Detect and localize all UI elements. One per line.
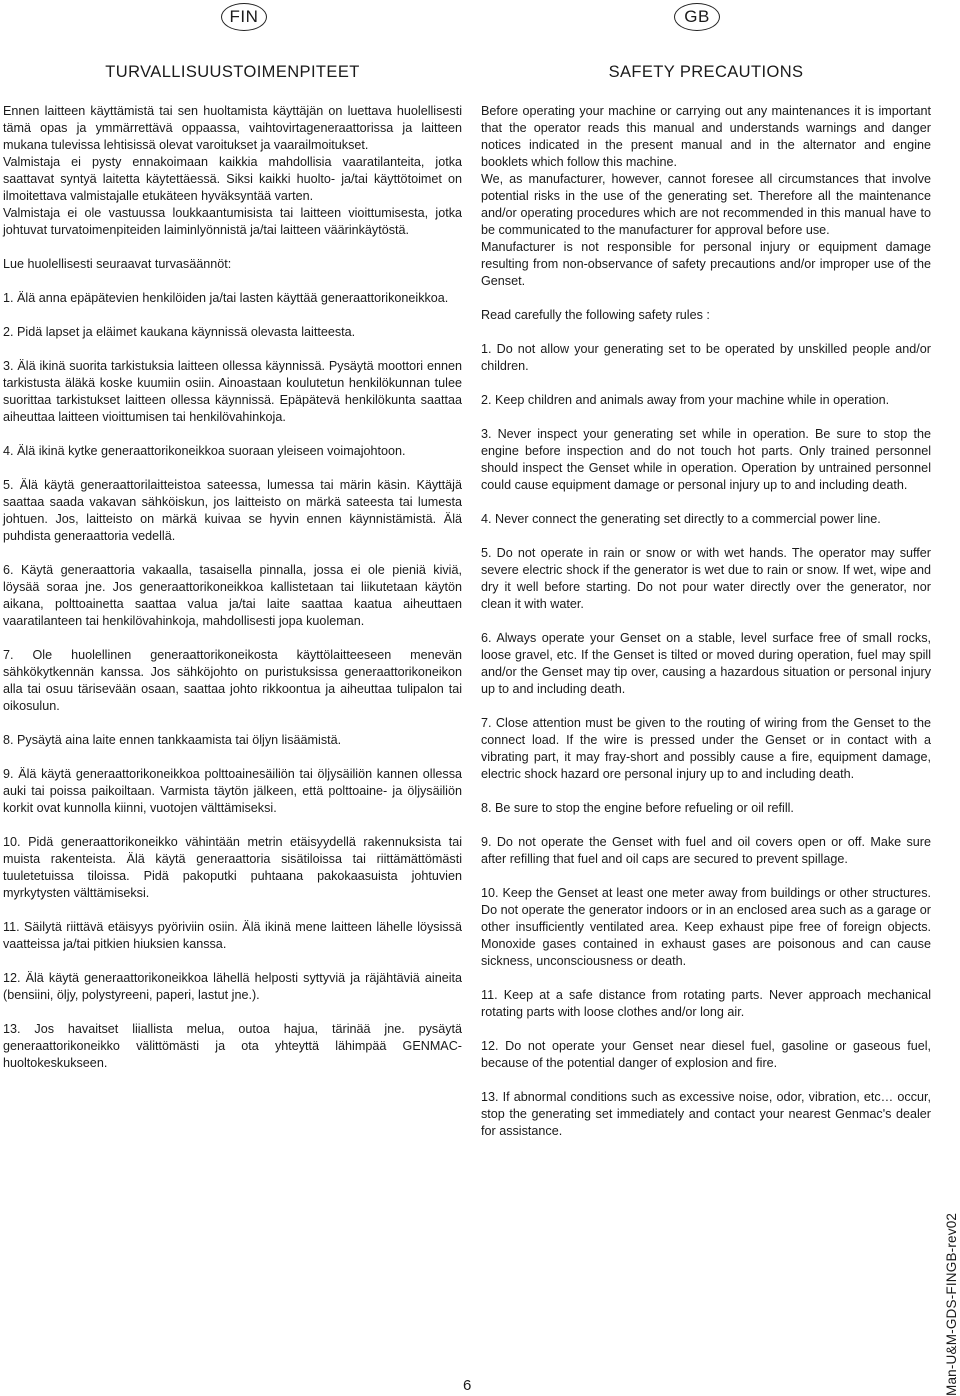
safety-rule: 8. Be sure to stop the engine before refueling or oil refill.	[481, 801, 794, 815]
safety-rule: 4. Never connect the generating set directly to a commercial power line.	[481, 512, 881, 526]
safety-rule: 7. Ole huolellinen generaattorikoneikosta käyttölaitteeseen menevän sähkökytkennän kanssa. Jos sähköjohto on puristuksissa generaattorikoneikon alla tai osuu tärisevään osaan, saattaa johto rikkoontua ja aiheuttaa tulipalon tai oikosulun.	[3, 648, 462, 713]
safety-rule: 9. Älä käytä generaattorikoneikkoa polttoainesäiliön tai öljysäiliön kannen ollessa auki tai poissa paikoiltaan. Varmista täytön jälkeen, että polttoaine- ja öljysäiliön korkit ovat kunnolla kiinni, vuotojen välttämiseksi.	[3, 767, 462, 815]
page-number: 6	[463, 1377, 472, 1394]
intro-paragraph: Valmistaja ei pysty ennakoimaan kaikkia mahdollisia vaaratilanteita, jotka saattavat syntyä laitetta käytettäessä. Siksi kaikki huolto- ja/tai käyttötoimet on ilmoitettava valmistajalle etukäteen hyväksyntää varten.	[3, 155, 462, 203]
intro-paragraph: Manufacturer is not responsible for personal injury or equipment damage resulting from non-observance of safety precautions and/or improper use of the Genset.	[481, 240, 931, 288]
safety-rule: 13. Jos havaitset liiallista melua, outoa hajua, tärinää jne. pysäytä generaattorikoneikko välittömästi ja ota yhteyttä lähimpää GENMAC-huoltokeskukseen.	[3, 1022, 462, 1070]
safety-rule: 1. Älä anna epäpätevien henkilöiden ja/tai lasten käyttää generaattorikoneikkoa.	[3, 291, 449, 305]
safety-rule: 5. Do not operate in rain or snow or with wet hands. The operator may suffer severe electric shock if the generator is wet due to rain or snow. If wet, wipe and dry it well before starting. Do not pour water directly over the generator, nor clean it with water.	[481, 546, 931, 611]
safety-rule: 4. Älä ikinä kytke generaattorikoneikkoa suoraan yleiseen voimajohtoon.	[3, 444, 406, 458]
intro-paragraph: We, as manufacturer, however, cannot foresee all circumstances that involve potential risks in the use of the generating set. Therefore all the maintenance and/or operating procedures which are not recommended in this manual have to be communicated to the manufacturer for approval before use.	[481, 172, 931, 237]
safety-rule: 5. Älä käytä generaattorilaitteistoa sateessa, lumessa tai märin käsin. Käyttäjä saattaa saada vakavan sähköiskun, jos laitteisto on märkä sateesta tai lumesta johtuen. Jos, laitteisto on märkä kuivaa se hyvin ennen käynnistämistä. Älä puhdista generaattoria vedellä.	[3, 478, 462, 543]
safety-rule: 11. Säilytä riittävä etäisyys pyöriviin osiin. Älä ikinä mene laitteen lähelle löysissä vaatteissa ja/tai pitkien hiuksien kanssa.	[3, 920, 462, 951]
rules-lead: Lue huolellisesti seuraavat turvasäännöt:	[3, 257, 232, 271]
rules-lead: Read carefully the following safety rules :	[481, 308, 710, 322]
body-text-en	[481, 103, 931, 1157]
safety-rule: 8. Pysäytä aina laite ennen tankkaamista tai öljyn lisäämistä.	[3, 733, 342, 747]
section-title-fi: TURVALLISUUSTOIMENPITEET	[105, 63, 360, 81]
safety-rule: 2. Keep children and animals away from your machine while in operation.	[481, 393, 890, 407]
safety-rule: 12. Do not operate your Genset near diesel fuel, gasoline or gaseous fuel, because of the potential danger of explosion and fire.	[481, 1039, 931, 1070]
safety-rule: 1. Do not allow your generating set to be operated by unskilled people and/or children.	[481, 342, 931, 373]
safety-rule: 12. Älä käytä generaattorikoneikkoa lähellä helposti syttyviä ja räjähtäviä aineita (bensiini, öljy, polystyreeni, paperi, lastut jne.).	[3, 971, 462, 1002]
safety-rule: 7. Close attention must be given to the routing of wiring from the Genset to the connect load. If the wire is pressed under the Genset or in contact with a vibrating part, it may fray-short and possibly cause a fire, equipment damage, electric shock hazard ore personal injury up to and including death.	[481, 716, 931, 781]
document-code: Man-U&M-GDS-FINGB-rev02	[944, 1212, 959, 1396]
safety-rule: 6. Käytä generaattoria vakaalla, tasaisella pinnalla, jossa ei ole pieniä kiviä, löysää soraa jne. Jos generaattorikoneikkoa kallistetaan tai liikutetaan käytön aikana, polttoainetta saattaa valua ja/tai laite saattaa kaatua aiheuttaen vaaratilanteen tai henkilövahinkoja, mahdollisesti jopa kuoleman.	[3, 563, 462, 628]
safety-rule: 2. Pidä lapset ja eläimet kaukana käynnissä olevasta laitteesta.	[3, 325, 356, 339]
intro-paragraph: Before operating your machine or carrying out any maintenances it is important that the operator reads this manual and understands warnings and danger notices indicated in the present manual and in the alternator and engine booklets which follow this machine.	[481, 104, 931, 169]
safety-rule: 3. Älä ikinä suorita tarkistuksia laitteen ollessa käynnissä. Pysäytä moottori ennen tarkistusta äläkä koske kuumiin osiin. Ainoastaan koulutetun henkilökunnan tulee suorittaa tarkistukset laitteen ollessa käynnissä. Epäpätevä henkilökunta saattaa aiheuttaa laitteen vioittumisen tai henkilövahinkoja.	[3, 359, 462, 424]
language-badge-gb: GB	[674, 3, 720, 31]
safety-rule: 10. Pidä generaattorikoneikko vähintään metrin etäisyydellä rakennuksista tai muista rakenteista. Älä käytä generaattoria sisätiloissa tai riittämättömästi tuuletetuissa tiloissa. Pidä pakoputki puhtaana pakokaasuista johtuvien myrkytysten välttämiseksi.	[3, 835, 462, 900]
safety-rule: 11. Keep at a safe distance from rotating parts. Never approach mechanical rotating parts with loose clothes and/or long air.	[481, 988, 931, 1019]
safety-rule: 9. Do not operate the Genset with fuel and oil covers open or off. Make sure after refilling that fuel and oil caps are secured to prevent spillage.	[481, 835, 931, 866]
safety-rule: 3. Never inspect your generating set while in operation. Be sure to stop the engine before inspection and do not touch hot parts. Only trained personnel should inspect the Genset while in operation. Operation by untrained personnel could cause equipment damage or personal injury up to and including death.	[481, 427, 931, 492]
safety-rule: 10. Keep the Genset at least one meter away from buildings or other structures. Do not operate the generator indoors or in an enclosed area such as a garage or other insufficiently ventilated area. Keep exhaust pipe free of foreign objects. Monoxide gases contained in exhaust gases are poisonous and can cause sickness, unconsciousness or death.	[481, 886, 931, 968]
language-badge-fin: FIN	[221, 3, 267, 31]
section-title-en: SAFETY PRECAUTIONS	[608, 63, 804, 81]
intro-paragraph: Ennen laitteen käyttämistä tai sen huoltamista käyttäjän on luettava huolellisesti tämä opas ja ymmärrettävä oppaassa, vaihtovirtageneraattorissa ja laitteen mukana tulevissa lehtisissä olevat varoitukset ja vaarailmoitukset.	[3, 104, 462, 152]
body-text-fi	[3, 103, 462, 1089]
intro-paragraph: Valmistaja ei ole vastuussa loukkaantumisista tai laitteen vioittumisesta, jotka johtuvat turvatoimenpiteiden laiminlyönnistä ja/tai laitteen väärinkäytöstä.	[3, 206, 462, 237]
safety-rule: 6. Always operate your Genset on a stable, level surface free of small rocks, loose gravel, etc. If the Genset is tilted or moved during operation, fuel may spill and/or the Genset may tip over, causing a hazardous situation or personal injury up to and including death.	[481, 631, 931, 696]
safety-rule: 13. If abnormal conditions such as excessive noise, odor, vibration, etc… occur, stop the generating set immediately and contact your nearest Genmac's dealer for assistance.	[481, 1090, 931, 1138]
